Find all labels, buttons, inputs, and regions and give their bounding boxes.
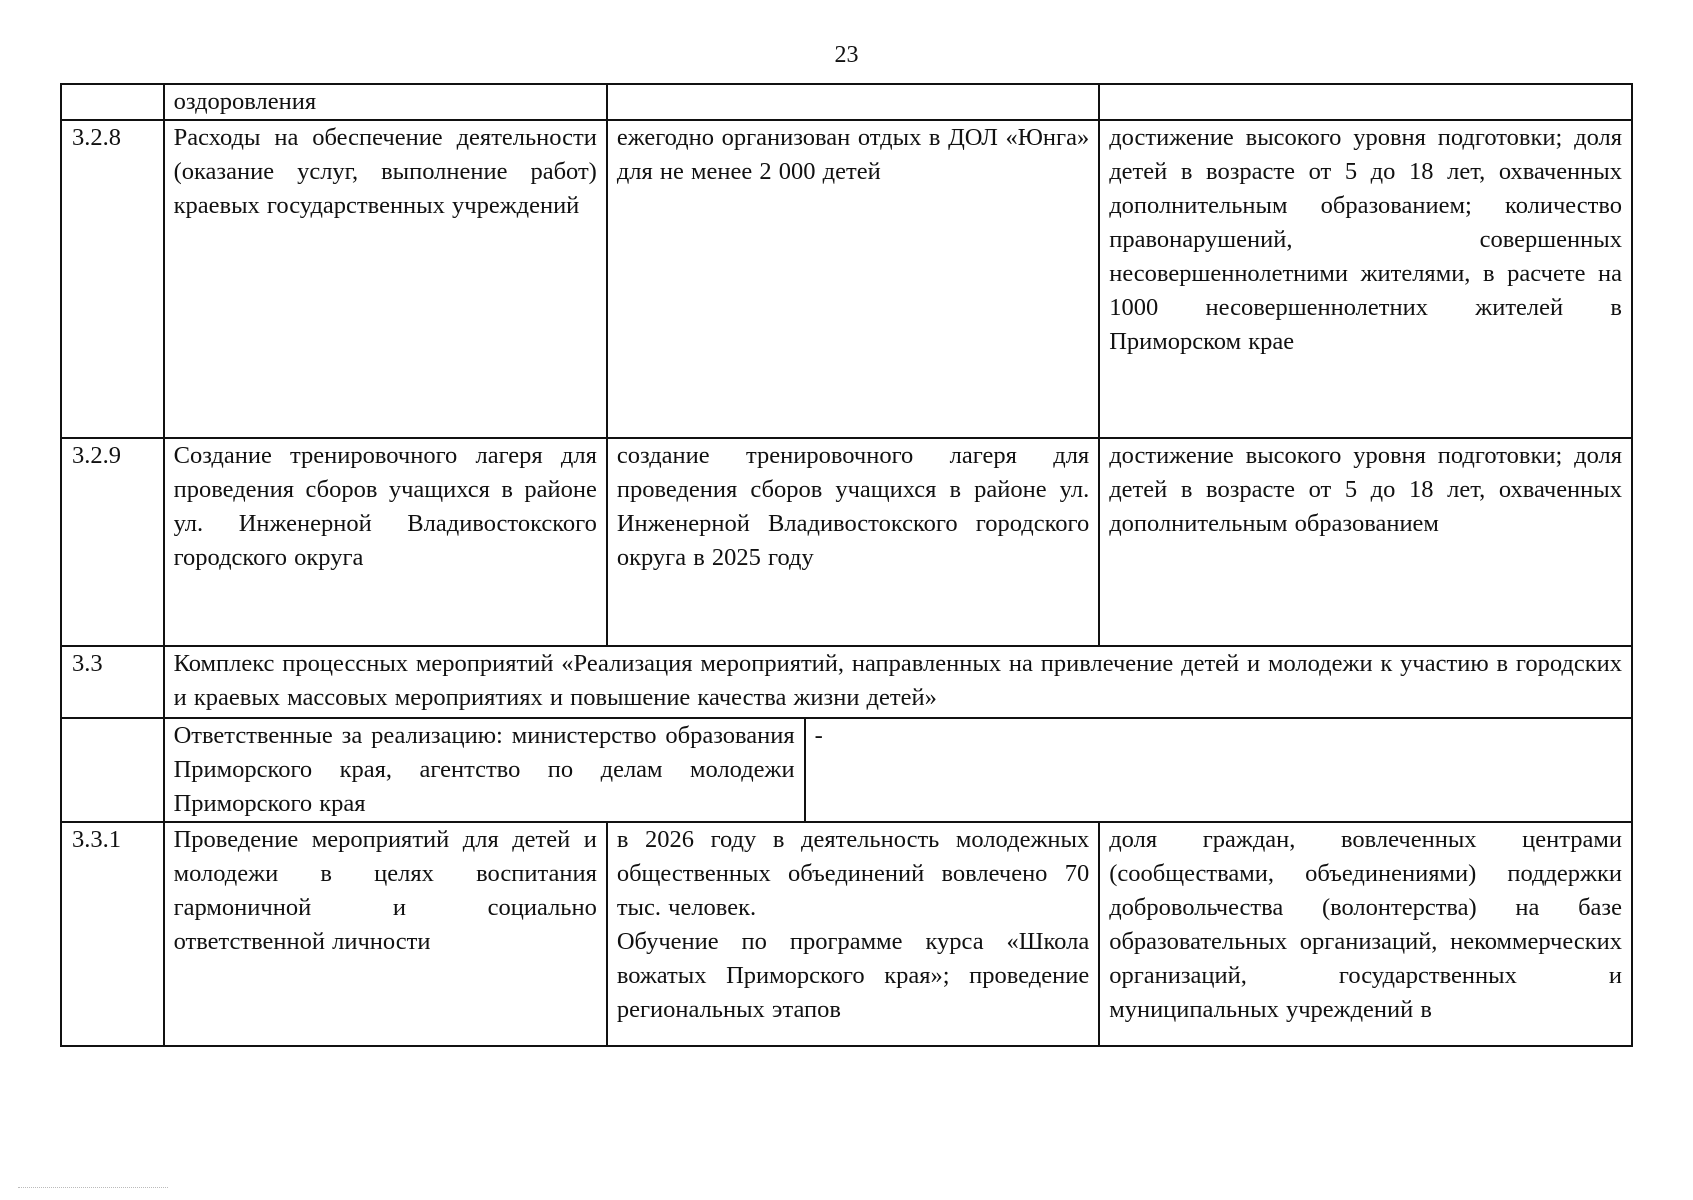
responsible-label: Ответственные за реализацию: министерство образования Приморского края, агентство по делам молодежи Приморского края — [165, 719, 805, 821]
responsible-value: - — [814, 722, 823, 749]
table-row — [61, 120, 1632, 438]
table-row — [61, 438, 1632, 646]
measure-name: оздоровления — [164, 84, 607, 120]
section-row — [61, 646, 1632, 718]
measure-name: Создание тренировочного лагеря для проведения сборов учащихся в районе ул. Инженерной Владивостокского городского округа — [164, 438, 607, 646]
section-number: 3.3 — [61, 646, 164, 718]
measure-result-part1: в 2026 году в деятельность молодежных общественных объединений вовлечено 70 тыс. человек. — [616, 826, 1090, 921]
measure-result: ежегодно организован отдых в ДОЛ «Юнга» для не менее 2 000 детей — [607, 120, 1099, 438]
table-row — [61, 84, 1632, 120]
measure-indicator: доля граждан, вовлеченных центрами (сообществами, объединениями) поддержки добровольчества (волонтерства) на базе образовательных организаций, некоммерческих организаций, государственных и муниципальных учреждений в — [1099, 822, 1632, 1046]
page-number: 23 — [834, 42, 859, 68]
row-number: 3.3.1 — [61, 822, 164, 1046]
row-number: 3.2.8 — [61, 120, 164, 438]
row-number: 3.2.9 — [61, 438, 164, 646]
measure-result-part2: Обучение по программе курса «Школа вожатых Приморского края»; проведение региональных этапов — [616, 928, 1090, 1023]
measure-result — [607, 84, 1099, 120]
responsible-subtable — [165, 719, 1631, 821]
scan-artifact — [18, 1187, 168, 1192]
empty-cell — [61, 718, 164, 822]
table-row — [61, 822, 1632, 1046]
measure-name: Проведение мероприятий для детей и молодежи в целях воспитания гармоничной и социально ответственной личности — [164, 822, 607, 1046]
measure-name: Расходы на обеспечение деятельности (оказание услуг, выполнение работ) краевых государственных учреждений — [164, 120, 607, 438]
measures-table — [60, 83, 1633, 1047]
measure-indicator — [1099, 84, 1632, 120]
responsible-row — [61, 718, 1632, 822]
measure-result: создание тренировочного лагеря для проведения сборов учащихся в районе ул. Инженерной Владивостокского городского округа в 2025 году — [607, 438, 1099, 646]
measure-indicator: достижение высокого уровня подготовки; доля детей в возрасте от 5 до 18 лет, охваченных дополнительным образованием — [1099, 438, 1632, 646]
measure-indicator: достижение высокого уровня подготовки; доля детей в возрасте от 5 до 18 лет, охваченных дополнительным образованием; количество правонарушений, совершенных несовершеннолетними жителями, в расчете на 1000 несовершеннолетних жителей в Приморском крае — [1099, 120, 1632, 438]
row-number — [61, 84, 164, 120]
section-title: Комплекс процессных мероприятий «Реализация мероприятий, направленных на привлечение детей и молодежи к участию в городских и краевых массовых мероприятиях и повышение качества жизни детей» — [164, 646, 1632, 718]
measure-result — [607, 822, 1099, 1046]
